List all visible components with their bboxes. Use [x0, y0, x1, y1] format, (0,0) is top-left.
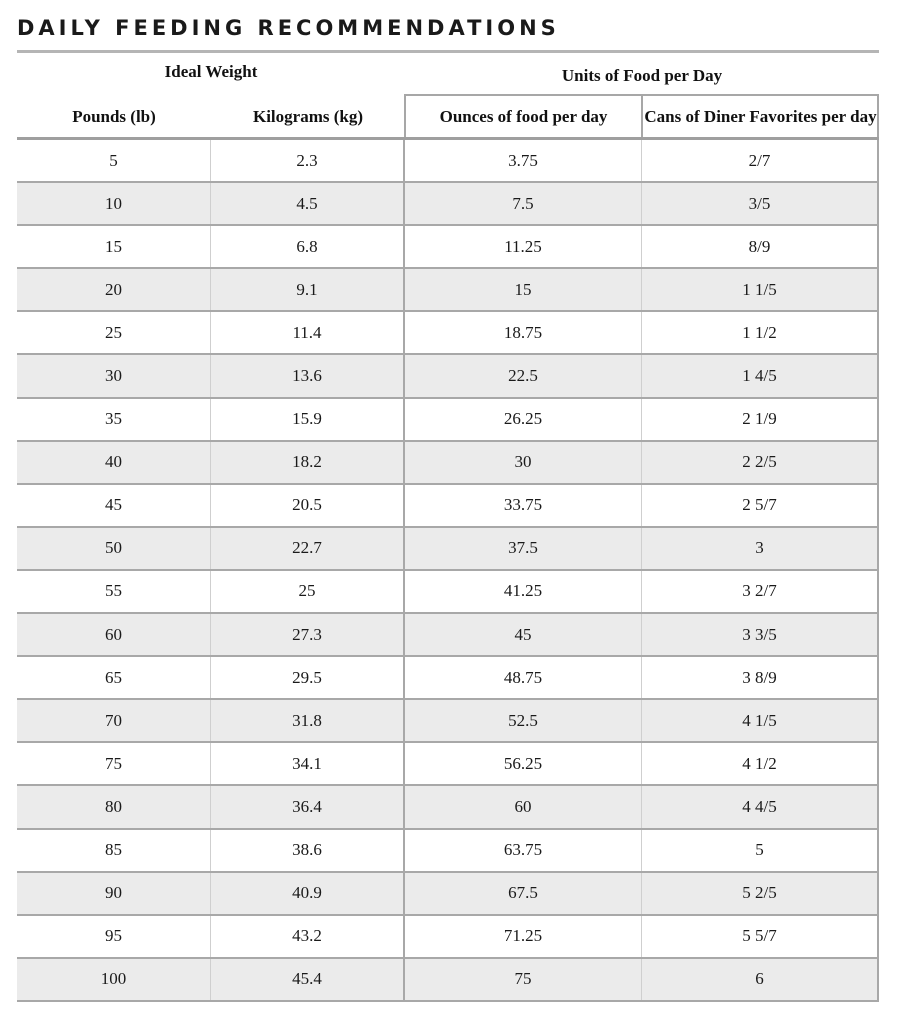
- kilograms-cell: 45.4: [211, 959, 405, 1000]
- ounces-cell: 11.25: [405, 226, 642, 267]
- cans-cell: 2/7: [642, 140, 879, 181]
- cans-cell: 3 3/5: [642, 614, 879, 655]
- table-row: [17, 700, 879, 743]
- ounces-cell: 15: [405, 269, 642, 310]
- table-row: [17, 399, 879, 442]
- kilograms-cell: 22.7: [211, 528, 405, 569]
- pounds-cell: 45: [17, 485, 211, 526]
- cans-cell: 5: [642, 830, 879, 871]
- ounces-cell: 75: [405, 959, 642, 1000]
- ounces-cell: 30: [405, 442, 642, 483]
- pounds-cell: 30: [17, 355, 211, 396]
- cans-cell: 1 1/2: [642, 312, 879, 353]
- cans-cell: 1 1/5: [642, 269, 879, 310]
- pounds-cell: 5: [17, 140, 211, 181]
- kilograms-cell: 25: [211, 571, 405, 612]
- table-row: [17, 442, 879, 485]
- pounds-cell: 75: [17, 743, 211, 784]
- cans-cell: 5 2/5: [642, 873, 879, 914]
- table-row: [17, 183, 879, 226]
- table-row: [17, 786, 879, 829]
- cans-cell: 2 2/5: [642, 442, 879, 483]
- kilograms-cell: 15.9: [211, 399, 405, 440]
- cans-cell: 3: [642, 528, 879, 569]
- page-title: DAILY FEEDING RECOMMENDATIONS: [17, 16, 560, 40]
- ounces-cell: 56.25: [405, 743, 642, 784]
- cans-cell: 3 8/9: [642, 657, 879, 698]
- pounds-cell: 85: [17, 830, 211, 871]
- table-row: [17, 226, 879, 269]
- pounds-cell: 25: [17, 312, 211, 353]
- table-row: [17, 657, 879, 700]
- column-header-cans: Cans of Diner Favorites per day: [644, 107, 877, 126]
- pounds-cell: 60: [17, 614, 211, 655]
- cans-cell: 4 1/5: [642, 700, 879, 741]
- ounces-cell: 37.5: [405, 528, 642, 569]
- kilograms-cell: 31.8: [211, 700, 405, 741]
- pounds-cell: 40: [17, 442, 211, 483]
- ounces-cell: 63.75: [405, 830, 642, 871]
- cans-cell: 4 4/5: [642, 786, 879, 827]
- column-header-ounces: Ounces of food per day: [439, 107, 608, 126]
- pounds-cell: 15: [17, 226, 211, 267]
- cans-cell: 6: [642, 959, 879, 1000]
- ounces-cell: 41.25: [405, 571, 642, 612]
- cans-cell: 2 1/9: [642, 399, 879, 440]
- kilograms-cell: 4.5: [211, 183, 405, 224]
- kilograms-cell: 34.1: [211, 743, 405, 784]
- kilograms-cell: 13.6: [211, 355, 405, 396]
- table-row: [17, 355, 879, 398]
- pounds-cell: 50: [17, 528, 211, 569]
- group-header-ideal-weight: Ideal Weight: [164, 62, 258, 81]
- cans-cell: 1 4/5: [642, 355, 879, 396]
- pounds-cell: 20: [17, 269, 211, 310]
- ounces-cell: 45: [405, 614, 642, 655]
- cans-cell: 2 5/7: [642, 485, 879, 526]
- ounces-cell: 60: [405, 786, 642, 827]
- ounces-cell: 7.5: [405, 183, 642, 224]
- table-row: [17, 959, 879, 1002]
- column-header-kilograms: Kilograms (kg): [252, 107, 364, 126]
- pounds-cell: 70: [17, 700, 211, 741]
- cans-cell: 3/5: [642, 183, 879, 224]
- table-row: [17, 916, 879, 959]
- ounces-cell: 48.75: [405, 657, 642, 698]
- kilograms-cell: 20.5: [211, 485, 405, 526]
- table-row: [17, 269, 879, 312]
- pounds-cell: 55: [17, 571, 211, 612]
- table-row: [17, 614, 879, 657]
- cans-cell: 5 5/7: [642, 916, 879, 957]
- table-row: [17, 743, 879, 786]
- pounds-cell: 95: [17, 916, 211, 957]
- cans-cell: 8/9: [642, 226, 879, 267]
- pounds-cell: 65: [17, 657, 211, 698]
- table-row: [17, 571, 879, 614]
- table-row: [17, 830, 879, 873]
- kilograms-cell: 9.1: [211, 269, 405, 310]
- table-row: [17, 873, 879, 916]
- kilograms-cell: 18.2: [211, 442, 405, 483]
- ounces-cell: 26.25: [405, 399, 642, 440]
- pounds-cell: 100: [17, 959, 211, 1000]
- group-header-units-of-food: Units of Food per Day: [561, 66, 723, 85]
- column-header-pounds: Pounds (lb): [72, 107, 156, 126]
- kilograms-cell: 43.2: [211, 916, 405, 957]
- ounces-cell: 33.75: [405, 485, 642, 526]
- pounds-cell: 10: [17, 183, 211, 224]
- kilograms-cell: 40.9: [211, 873, 405, 914]
- pounds-cell: 80: [17, 786, 211, 827]
- ounces-cell: 71.25: [405, 916, 642, 957]
- ounces-cell: 3.75: [405, 140, 642, 181]
- kilograms-cell: 38.6: [211, 830, 405, 871]
- kilograms-cell: 11.4: [211, 312, 405, 353]
- ounces-cell: 22.5: [405, 355, 642, 396]
- pounds-cell: 90: [17, 873, 211, 914]
- kilograms-cell: 29.5: [211, 657, 405, 698]
- feeding-table-body: [17, 140, 879, 1002]
- table-row: [17, 485, 879, 528]
- title-divider: [17, 50, 879, 53]
- kilograms-cell: 27.3: [211, 614, 405, 655]
- cans-cell: 3 2/7: [642, 571, 879, 612]
- ounces-cell: 18.75: [405, 312, 642, 353]
- table-row: [17, 140, 879, 183]
- table-row: [17, 312, 879, 355]
- pounds-cell: 35: [17, 399, 211, 440]
- kilograms-cell: 36.4: [211, 786, 405, 827]
- kilograms-cell: 2.3: [211, 140, 405, 181]
- ounces-cell: 67.5: [405, 873, 642, 914]
- table-row: [17, 528, 879, 571]
- ounces-cell: 52.5: [405, 700, 642, 741]
- cans-cell: 4 1/2: [642, 743, 879, 784]
- kilograms-cell: 6.8: [211, 226, 405, 267]
